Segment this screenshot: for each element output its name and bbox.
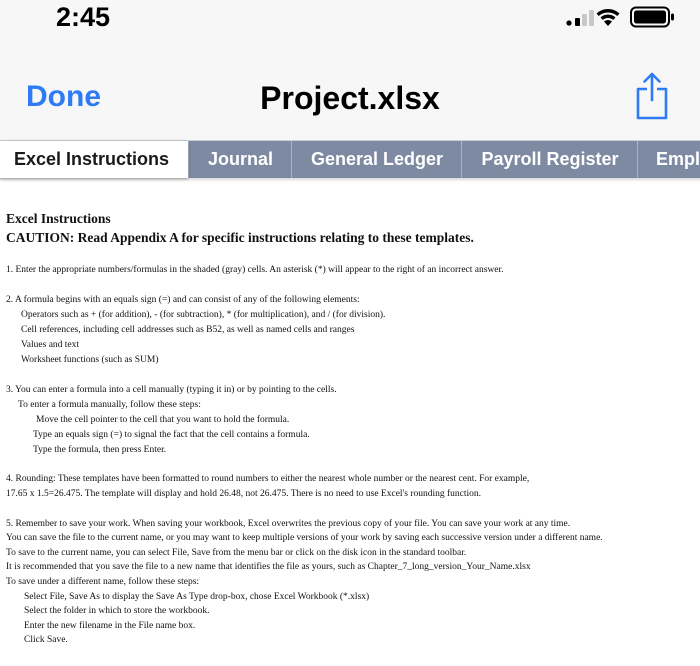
instruction-line: 2. A formula begins with an equals sign (=) and can consist of any of the following elements: — [6, 295, 360, 305]
instruction-line: You can save the file to the current name, or you may want to keep multiple versions of your work by saving each successive version under a different name. — [6, 533, 603, 543]
document-title: Project.xlsx — [260, 80, 440, 116]
instruction-line: Select the folder in which to store the workbook. — [24, 606, 210, 616]
wifi-icon — [594, 6, 622, 28]
instruction-line: 3. You can enter a formula into a cell manually (typing it in) or by pointing to the cells. — [6, 385, 337, 395]
status-time: 2:45 — [56, 2, 111, 32]
worksheet-content[interactable] — [0, 182, 700, 666]
caution-text: CAUTION: Read Appendix A for specific instructions relating to these templates. — [6, 230, 474, 245]
tab-empl[interactable]: Empl — [637, 141, 700, 178]
instruction-line: Enter the new filename in the File name box. — [24, 621, 196, 631]
share-icon[interactable] — [636, 72, 668, 120]
instruction-line: Type an equals sign (=) to signal the fact that the cell contains a formula. — [33, 430, 310, 440]
navigation-bar — [0, 44, 700, 140]
instruction-line: 1. Enter the appropriate numbers/formulas in the shaded (gray) cells. An asterisk (*) will appear to the right of an incorrect answer. — [6, 265, 504, 275]
battery-icon — [630, 6, 676, 28]
tab-excel-instructions[interactable]: Excel Instructions — [0, 141, 188, 178]
done-button[interactable]: Done — [26, 80, 101, 113]
instruction-line: It is recommended that you save the file to a new name that identifies the file as yours, such as Chapter_7_long_version_Your_Name.xlsx — [6, 562, 531, 572]
status-bar — [0, 0, 700, 44]
instruction-line: Select File, Save As to display the Save As Type drop-box, chose Excel Workbook (*.xlsx) — [24, 592, 370, 602]
instruction-line: Move the cell pointer to the cell that you want to hold the formula. — [36, 415, 290, 425]
instruction-line: Operators such as + (for addition), - (for subtraction), * (for multiplication), and / (for division). — [21, 310, 386, 320]
tab-journal[interactable]: Journal — [188, 141, 292, 178]
instruction-line: 5. Remember to save your work. When saving your workbook, Excel overwrites the previous copy of your file. You can save your work at any time. — [6, 519, 571, 529]
tab-payroll-register[interactable]: Payroll Register — [461, 141, 638, 178]
sheet-tab-bar — [0, 140, 700, 179]
instruction-line: Worksheet functions (such as SUM) — [21, 355, 159, 365]
sheet-heading: Excel Instructions — [6, 211, 111, 226]
tab-general-ledger[interactable]: General Ledger — [291, 141, 462, 178]
instruction-line: Type the formula, then press Enter. — [33, 445, 167, 455]
instruction-line: Click Save. — [24, 635, 68, 645]
instruction-line: Values and text — [21, 340, 80, 350]
instruction-line: Cell references, including cell addresses such as B52, as well as named cells and ranges — [21, 325, 355, 335]
instruction-line: 17.65 x 1.5=26.475. The template will display and hold 26.48, not 26.475. There is no need to use Excel's rounding function. — [6, 489, 482, 499]
instruction-line: To save to the current name, you can select File, Save from the menu bar or click on the disk icon in the standard toolbar. — [6, 548, 467, 558]
instruction-line: 4. Rounding: These templates have been formatted to round numbers to either the nearest whole number or the nearest cent. For example, — [6, 474, 530, 484]
instruction-line: To enter a formula manually, follow these steps: — [18, 400, 201, 410]
instruction-line: To save under a different name, follow these steps: — [6, 577, 200, 587]
